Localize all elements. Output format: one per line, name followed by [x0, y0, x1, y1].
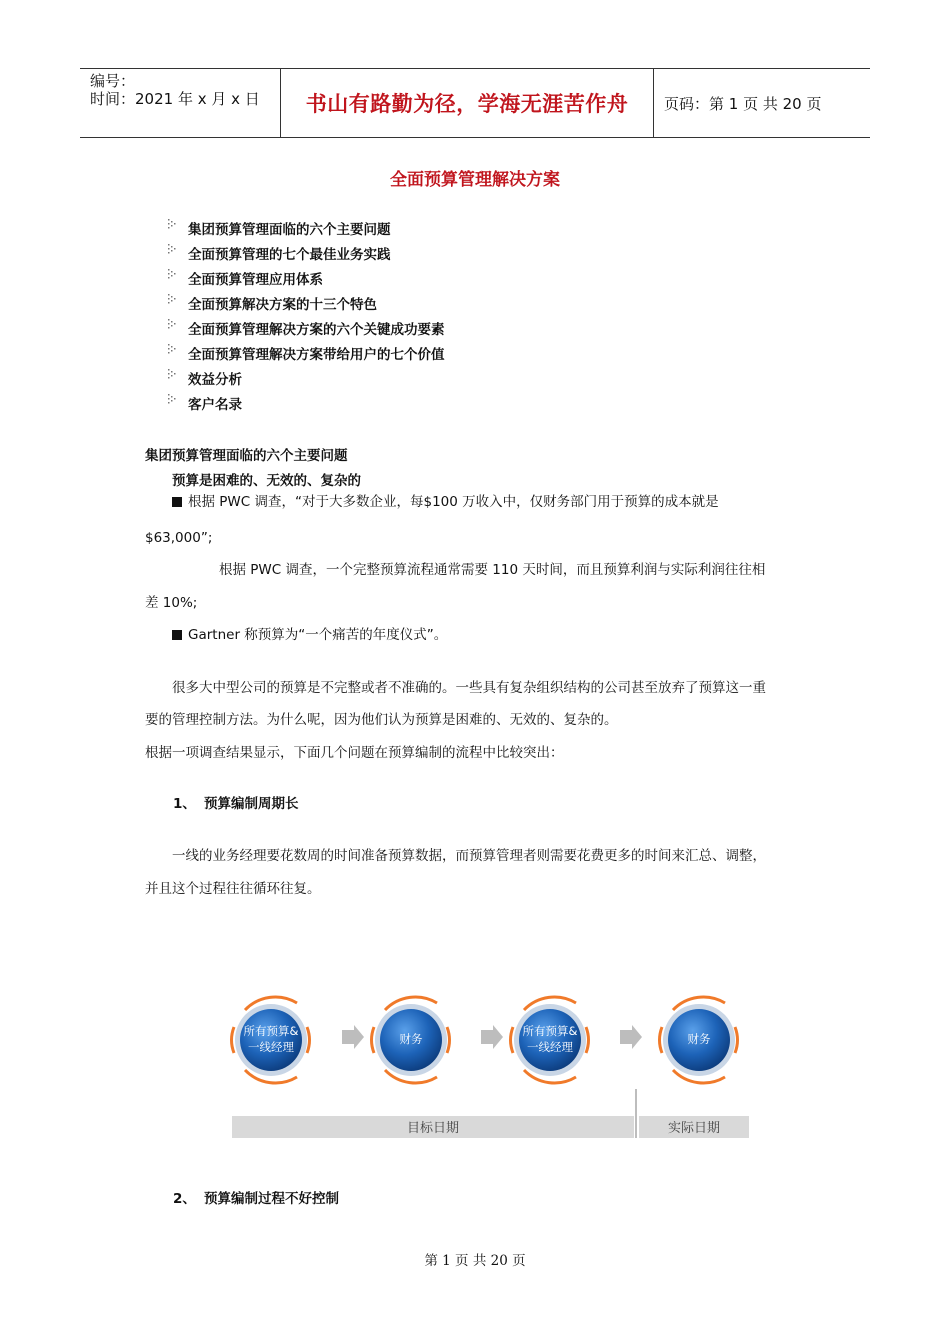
node-label: 财务: [687, 1032, 711, 1046]
bullet-continuation: $63,000”;: [145, 530, 213, 546]
dotted-bullet-icon: [168, 243, 178, 257]
header-page-cell: [654, 69, 870, 137]
dotted-bullet-icon: [168, 268, 178, 282]
node-label: 所有预算&: [243, 1024, 299, 1038]
toc-item-label: 全面预算管理解决方案的六个关键成功要素: [188, 322, 445, 338]
flow-arrow-icon: [620, 1025, 642, 1049]
toc-item[interactable]: [168, 316, 445, 341]
item-title: 预算编制过程不好控制: [204, 1191, 339, 1207]
dotted-bullet-icon: [168, 318, 178, 332]
cycle-arrow-icon: [372, 1027, 375, 1053]
cycle-arrow-icon: [660, 1027, 663, 1053]
toc-item[interactable]: [168, 216, 445, 241]
bullet-text: 根据 PWC 调查，“对于大多数企业，每$100 万收入中，仅财务部门用于预算的成本就是: [188, 494, 719, 510]
flow-arrow-icon: [481, 1025, 503, 1049]
document-title: 全面预算管理解决方案: [390, 170, 560, 190]
toc-item[interactable]: [168, 291, 445, 316]
cycle-arrow-icon: [735, 1027, 738, 1053]
section-heading: 集团预算管理面临的六个主要问题: [145, 448, 348, 464]
toc-item[interactable]: [168, 341, 445, 366]
dotted-bullet-icon: [168, 293, 178, 307]
page-info: 页码：第 1 页 共 20 页: [664, 94, 822, 113]
cycle-arrow-icon: [232, 1027, 235, 1053]
target-date-label: 目标日期: [406, 1121, 460, 1136]
process-node: [660, 997, 738, 1083]
paragraph-text: 差 10%;: [145, 595, 198, 611]
section-subheading: 预算是困难的、无效的、复杂的: [172, 473, 361, 489]
toc-item-label: 效益分析: [188, 372, 242, 388]
dotted-bullet-icon: [168, 393, 178, 407]
node-label: 一线经理: [248, 1040, 294, 1054]
toc-item-label: 全面预算管理的七个最佳业务实践: [188, 247, 391, 263]
item-title: 预算编制周期长: [204, 796, 299, 812]
cycle-arrow-icon: [447, 1027, 450, 1053]
bullet-text: Gartner 称预算为“一个痛苦的年度仪式”。: [188, 627, 448, 643]
header-motto-cell: [281, 69, 654, 137]
toc-item[interactable]: [168, 391, 445, 416]
paragraph-text: 要的管理控制方法。为什么呢，因为他们认为预算是困难的、无效的、复杂的。: [145, 712, 618, 728]
paragraph-text: 并且这个过程往往循环往复。: [145, 881, 321, 897]
toc-item[interactable]: [168, 266, 445, 291]
toc-item-label: 全面预算管理应用体系: [188, 272, 323, 288]
square-bullet-icon: [172, 630, 182, 640]
process-node: [232, 997, 310, 1083]
node-label: 所有预算&: [522, 1024, 578, 1038]
budget-cycle-diagram: [225, 985, 755, 1145]
number-label: 编号：: [90, 72, 136, 90]
cycle-arrow-icon: [307, 1027, 310, 1053]
node-label: 一线经理: [527, 1040, 573, 1054]
paragraph-text: 根据一项调查结果显示，下面几个问题在预算编制的流程中比较突出：: [145, 745, 564, 761]
toc-item-label: 客户名录: [188, 397, 242, 413]
time-label: 时间：2021 年 x 月 x 日: [90, 90, 260, 108]
header-meta-cell: [80, 69, 281, 137]
flow-arrow-icon: [342, 1025, 364, 1049]
cycle-arrow-icon: [511, 1027, 514, 1053]
node-label: 财务: [399, 1032, 423, 1046]
item-number: 1、: [173, 796, 196, 812]
actual-date-label: 实际日期: [667, 1121, 721, 1136]
bullet-item: [172, 493, 719, 511]
process-node: [511, 997, 589, 1083]
motto: 书山有路勤为径，学海无涯苦作舟: [305, 92, 629, 116]
dotted-bullet-icon: [168, 218, 178, 232]
page-header: [80, 68, 870, 138]
item-number: 2、: [173, 1191, 196, 1207]
cycle-arrow-icon: [586, 1027, 589, 1053]
toc-item-label: 全面预算管理解决方案带给用户的七个价值: [188, 347, 445, 363]
process-node: [372, 997, 450, 1083]
dotted-bullet-icon: [168, 343, 178, 357]
square-bullet-icon: [172, 497, 182, 507]
dotted-bullet-icon: [168, 368, 178, 382]
paragraph-text: 根据 PWC 调查，一个完整预算流程通常需要 110 天时间，而且预算利润与实际利润往往相: [219, 562, 766, 578]
paragraph-text: 一线的业务经理要花数周的时间准备预算数据，而预算管理者则需要花费更多的时间来汇总、调整，: [172, 848, 766, 864]
toc-item-label: 集团预算管理面临的六个主要问题: [188, 222, 391, 238]
bullet-item: [172, 626, 447, 644]
toc-item-label: 全面预算解决方案的十三个特色: [188, 297, 377, 313]
toc-item[interactable]: [168, 241, 445, 266]
page-footer: 第 1 页 共 20 页: [424, 1253, 526, 1269]
toc-item[interactable]: [168, 366, 445, 391]
paragraph-text: 很多大中型公司的预算是不完整或者不准确的。一些具有复杂组织结构的公司甚至放弃了预算这一重: [172, 680, 766, 696]
table-of-contents: [168, 216, 445, 416]
